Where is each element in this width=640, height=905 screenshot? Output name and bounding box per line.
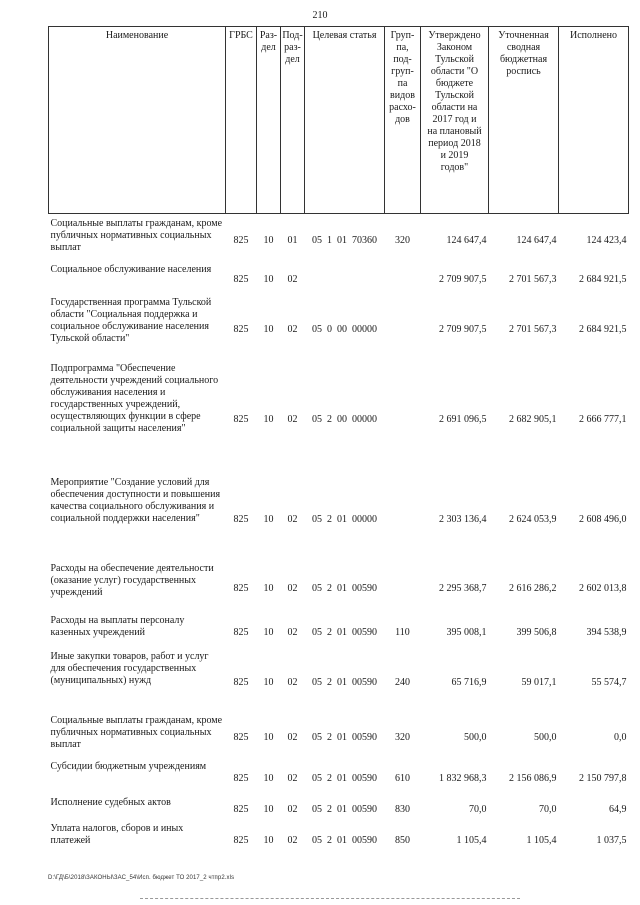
table-cell-approved: 2 691 096,5 [439,413,487,425]
table-cell-target-article: 05 2 01 00590 [312,803,377,815]
header-name: Наименование [49,27,226,214]
table-cell-name: Социальные выплаты гражданам, кроме публичных нормативных социальных выплат [50,714,223,750]
table-cell-grbs: 825 [233,834,249,846]
table-cell-expense-group [385,477,421,563]
table-cell-executed: 394 538,9 [586,626,627,638]
table-cell-podrazdel: 02 [287,731,298,743]
table-cell-executed: 55 574,7 [591,676,627,688]
table-cell-expense-group [385,363,421,477]
table-cell-approved: 2 709 907,5 [439,323,487,335]
table-cell-name: Мероприятие "Создание условий для обеспечения доступности и повышения качества социального обслуживания и социальной поддержки населения" [50,476,221,524]
table-cell-refined: 70,0 [539,803,557,815]
table-cell-refined: 2 616 286,2 [509,582,557,594]
table-cell-name: Подпрограмма "Обеспечение деятельности учреждений социального обслуживания населения и государственных учреждений, осуществляющих функции в сфере социальной защиты населения" [50,362,219,434]
table-cell-razdel: 10 [263,676,274,688]
table-cell-target-article: 05 2 01 00000 [312,513,377,525]
table-cell-podrazdel: 02 [287,513,298,525]
table-cell-razdel: 10 [263,274,274,285]
table-cell-approved: 2 709 907,5 [439,274,487,285]
table-cell-razdel: 10 [263,772,274,784]
header-podrazdel: Под- раз- дел [281,27,305,214]
table-cell-grbs: 825 [233,676,249,688]
table-cell-podrazdel: 02 [287,323,298,335]
table-row [49,615,629,651]
table-cell-expense-group: 240 [395,676,410,688]
table-cell-executed: 1 037,5 [596,834,627,846]
table-cell-executed: 2 608 496,0 [579,513,627,525]
table-cell-podrazdel: 02 [287,582,298,594]
table-cell-podrazdel: 02 [287,803,298,815]
table-row [49,297,629,363]
table-cell-executed: 2 602 013,8 [579,582,627,594]
table-cell-grbs: 825 [233,513,249,525]
table-cell-name: Иные закупки товаров, работ и услуг для обеспечения государственных (муниципальных) нужд [50,650,209,686]
table-row [49,264,629,297]
table-cell-target-article: 05 2 00 00000 [312,413,377,425]
table-row [49,477,629,563]
table-cell-razdel: 10 [263,413,274,425]
table-cell-approved: 2 295 368,7 [439,582,487,594]
table-cell-grbs: 825 [233,323,249,335]
table-cell-razdel: 10 [263,234,274,246]
table-cell-razdel: 10 [263,834,274,846]
table-row [49,651,629,715]
table-cell-razdel: 10 [263,626,274,638]
header-approved: Утверждено Законом Тульской области "О бюджете Тульской области на 2017 год и на плановый период 2018 и 2019 годов" [421,27,489,214]
table-cell-refined: 2 624 053,9 [509,513,557,525]
table-row [49,797,629,823]
table-cell-target-article: 05 2 01 00590 [312,626,377,638]
table-cell-podrazdel: 02 [287,413,298,425]
table-cell-refined: 59 017,1 [521,676,557,688]
table-cell-podrazdel: 02 [287,834,298,846]
table-cell-razdel: 10 [263,513,274,525]
table-cell-expense-group [385,297,421,363]
header-grbs: ГРБС [226,27,257,214]
table-cell-razdel: 10 [263,582,274,594]
table-cell-podrazdel: 02 [287,676,298,688]
table-cell-expense-group: 610 [395,772,410,784]
table-cell-name: Государственная программа Тульской области "Социальная поддержка и социальное обслуживание населения Тульской области" [50,296,212,344]
table-cell-grbs: 825 [233,626,249,638]
table-row [49,761,629,797]
table-cell-approved: 2 303 136,4 [439,513,487,525]
table-cell-approved: 1 105,4 [456,834,487,846]
table-cell-executed: 124 423,4 [586,234,627,246]
table-cell-grbs: 825 [233,234,249,246]
table-cell-expense-group: 830 [395,803,410,815]
header-target-article: Целевая статья [305,27,385,214]
table-cell-podrazdel: 02 [287,626,298,638]
table-cell-expense-group: 850 [395,834,410,846]
table-cell-target-article: 05 2 01 00590 [312,676,377,688]
table-cell-name: Расходы на выплаты персоналу казенных учреждений [50,614,185,638]
table-cell-podrazdel: 01 [287,234,298,246]
table-cell-refined: 2 156 086,9 [509,772,557,784]
table-cell-expense-group: 110 [395,626,410,638]
table-cell-target-article: 05 0 00 00000 [312,323,377,335]
table-cell-refined: 124 647,4 [516,234,557,246]
table-cell-refined: 2 701 567,3 [509,274,557,285]
table-cell-executed: 2 666 777,1 [579,413,627,425]
table-cell-target-article [305,264,385,297]
budget-table-container [48,26,628,859]
table-cell-target-article: 05 2 01 00590 [312,731,377,743]
table-cell-razdel: 10 [263,323,274,335]
table-cell-target-article: 05 2 01 00590 [312,582,377,594]
table-row [49,715,629,761]
header-expense-group: Груп- па, под- груп- па видов расхо- дов [385,27,421,214]
table-cell-grbs: 825 [233,772,249,784]
table-cell-approved: 70,0 [469,803,487,815]
table-cell-approved: 500,0 [464,731,487,743]
table-cell-grbs: 825 [233,274,249,285]
bottom-scan-line [140,898,520,900]
table-cell-expense-group: 320 [395,731,410,743]
budget-execution-table [48,26,629,859]
table-cell-razdel: 10 [263,731,274,743]
table-cell-executed: 0,0 [614,731,627,743]
table-body [49,214,629,859]
table-cell-target-article: 05 2 01 00590 [312,772,377,784]
table-cell-approved: 124 647,4 [446,234,487,246]
table-cell-refined: 399 506,8 [516,626,557,638]
table-cell-expense-group [385,563,421,615]
table-row [49,563,629,615]
table-cell-name: Расходы на обеспечение деятельности (оказание услуг) государственных учреждений [50,562,214,598]
table-cell-approved: 395 008,1 [446,626,487,638]
table-row [49,363,629,477]
table-cell-executed: 2 150 797,8 [579,772,627,784]
table-cell-grbs: 825 [233,413,249,425]
table-header-row [49,27,629,214]
table-cell-approved: 1 832 968,3 [439,772,487,784]
table-cell-refined: 2 682 905,1 [509,413,557,425]
table-cell-name: Уплата налогов, сборов и иных платежей [50,822,184,846]
table-cell-name: Социальные выплаты гражданам, кроме публичных нормативных социальных выплат [50,218,223,253]
header-refined: Уточненная сводная бюджетная роспись [489,27,559,214]
table-cell-executed: 64,9 [609,803,627,815]
page-number: 210 [312,10,328,21]
table-cell-grbs: 825 [233,803,249,815]
table-cell-refined: 2 701 567,3 [509,323,557,335]
table-cell-name: Субсидии бюджетным учреждениям [50,760,207,772]
table-cell-target-article: 05 1 01 70360 [312,234,377,246]
table-cell-razdel: 10 [263,803,274,815]
footer-file-path: D:\ГД\Б\2018\ЗАКОНЫ\ЗАС_54\Исп. бюджет ТО 2017_2 чтпр2.xls [48,875,235,881]
table-cell-name: Социальное обслуживание населения [50,263,212,275]
table-row [49,823,629,859]
table-cell-grbs: 825 [233,731,249,743]
table-cell-executed: 2 684 921,5 [579,274,627,285]
header-executed: Исполнено [559,27,629,214]
table-cell-podrazdel: 02 [287,274,298,285]
table-cell-refined: 500,0 [534,731,557,743]
table-cell-approved: 65 716,9 [451,676,487,688]
header-razdel: Раз- дел [257,27,281,214]
table-cell-executed: 2 684 921,5 [579,323,627,335]
table-cell-expense-group: 320 [395,234,410,246]
table-cell-expense-group [385,264,421,297]
table-cell-target-article: 05 2 01 00590 [312,834,377,846]
table-row [49,214,629,264]
table-cell-podrazdel: 02 [287,772,298,784]
table-cell-grbs: 825 [233,582,249,594]
table-cell-name: Исполнение судебных актов [50,796,171,808]
table-cell-refined: 1 105,4 [526,834,557,846]
